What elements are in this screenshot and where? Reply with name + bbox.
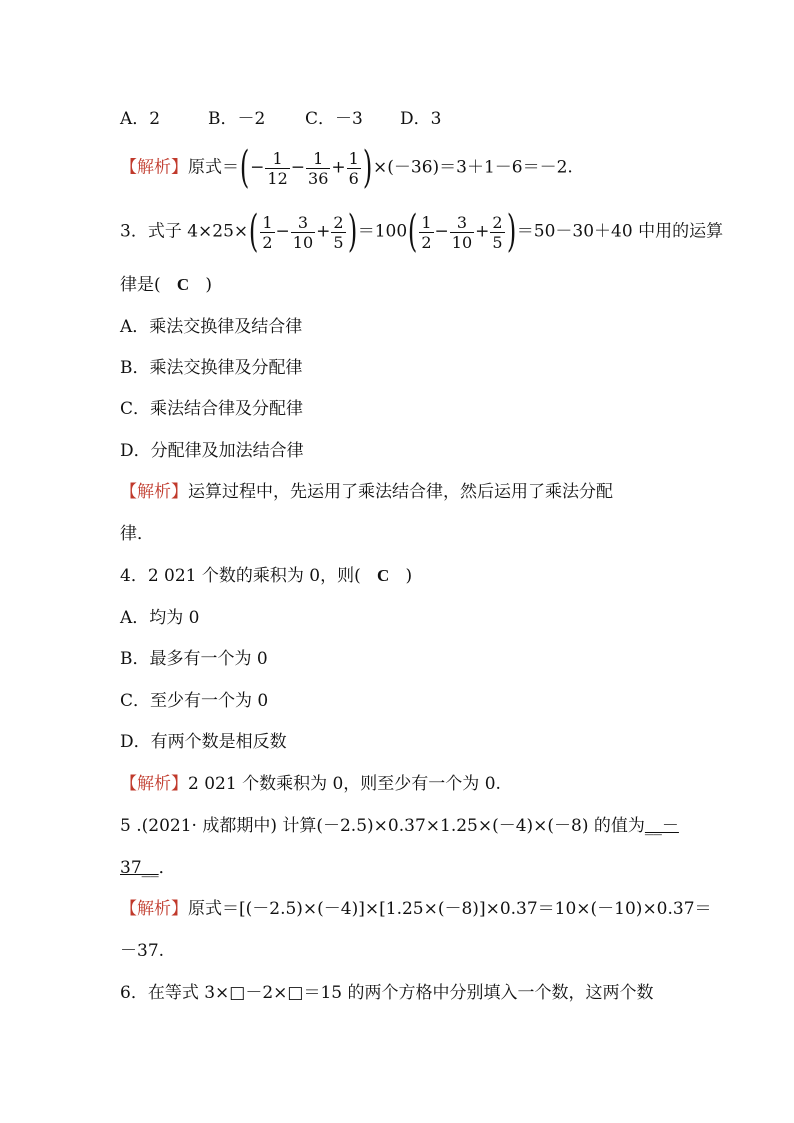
q6-stem: 6．在等式 3×□－2×□＝15 的两个方格中分别填入一个数，这两个数 [120, 983, 654, 1003]
analysis-prefix: 原式＝ [188, 157, 239, 178]
denominator: 12 [267, 168, 288, 188]
q4-analysis [120, 773, 501, 795]
numerator: 1 [262, 212, 273, 232]
q3-analysis-line2: 律． [120, 524, 154, 544]
analysis-tag: 【解析】 [120, 774, 188, 794]
q4-option-b: B．最多有一个为 0 [120, 649, 268, 669]
analysis-text: 2 021 个数乘积为 0，则至少有一个为 0. [188, 774, 501, 794]
equals-100: ＝100 [357, 221, 408, 242]
analysis-text: 原式＝[(－2.5)×(－4)]×[1.25×(－8)]×0.37＝10×(－10)×0.37＝ [188, 899, 712, 919]
q2-analysis [120, 142, 573, 193]
fraction [347, 149, 361, 188]
q2-option-a: A．2 [120, 109, 161, 129]
stem-text: ) [405, 566, 413, 586]
answer-blank: __－ [644, 816, 679, 836]
denominator: 10 [451, 232, 473, 252]
analysis-tag: 【解析】 [120, 157, 188, 178]
analysis-tag: 【解析】 [120, 899, 188, 919]
q3-option-d: D．分配律及加法结合律 [120, 441, 304, 461]
analysis-text: 运算过程中，先运用了乘法结合律，然后运用了乘法分配 [188, 482, 613, 502]
q2-option-d: D．3 [400, 109, 442, 129]
minus-sign: − [290, 157, 306, 178]
q4-option-d: D．有两个数是相反数 [120, 732, 287, 752]
stem-prefix: 3．式子 4×25× [120, 221, 249, 242]
left-paren: ( [239, 142, 250, 193]
minus-sign: − [250, 157, 265, 178]
right-paren: ) [362, 142, 373, 193]
fraction [306, 149, 330, 188]
analysis-tag: 【解析】 [120, 482, 188, 502]
fraction [291, 213, 315, 252]
denominator: 5 [492, 232, 503, 252]
stem-suffix: ＝50－30＋40 中用的运算 [516, 221, 724, 242]
fraction [260, 213, 274, 252]
minus-sign: − [434, 221, 449, 242]
denominator: 10 [292, 232, 314, 252]
q4-stem [120, 565, 412, 587]
answer-blank: 37__ [120, 858, 159, 878]
q3-stem [120, 206, 724, 257]
stem-text: ) [205, 275, 212, 295]
q3-option-b: B．乘法交换律及分配律 [120, 358, 303, 378]
left-paren: ( [408, 206, 418, 257]
q3-option-a: A．乘法交换律及结合律 [120, 317, 303, 337]
q3-analysis [120, 481, 613, 503]
answer: C [176, 275, 190, 294]
numerator: 1 [265, 149, 289, 169]
numerator: 1 [306, 149, 330, 169]
minus-sign: − [275, 221, 290, 242]
numerator: 3 [450, 213, 474, 233]
numerator: 1 [421, 212, 432, 232]
denominator: 2 [421, 232, 432, 252]
numerator: 2 [492, 212, 503, 232]
stem-text: 5 .(2021· 成都期中) 计算(－2.5)×0.37×1.25×(－4)×(－8) 的值为 [120, 816, 645, 836]
plus-sign: + [316, 221, 331, 242]
plus-sign: + [475, 221, 490, 242]
denominator: 2 [262, 232, 273, 252]
q5-stem [120, 815, 679, 837]
numerator: 2 [333, 212, 344, 232]
right-paren: ) [347, 206, 357, 257]
denominator: 6 [348, 168, 359, 188]
fraction [490, 213, 504, 252]
q5-analysis-line2: －37. [120, 941, 165, 961]
q4-option-a: A．均为 0 [120, 608, 200, 628]
q2-options [120, 108, 441, 130]
plus-sign: + [331, 157, 346, 178]
stem-text: 律是( [120, 275, 161, 295]
left-paren: ( [249, 206, 259, 257]
analysis-suffix: ×(－36)＝3＋1－6＝－2. [373, 157, 573, 178]
fraction [265, 149, 289, 188]
numerator: 3 [291, 213, 315, 233]
q5-analysis [120, 898, 712, 920]
stem-text: ． [158, 858, 176, 878]
right-paren: ) [506, 206, 516, 257]
q2-option-b: B．－2 [208, 109, 266, 129]
denominator: 5 [333, 232, 344, 252]
fraction [450, 213, 474, 252]
answer: C [376, 566, 390, 585]
q2-option-c: C．－3 [305, 109, 363, 129]
q5-stem-line2 [120, 857, 176, 879]
q3-option-c: C．乘法结合律及分配律 [120, 399, 304, 419]
denominator: 36 [308, 168, 329, 188]
fraction [419, 213, 433, 252]
fraction [331, 213, 345, 252]
q3-stem-line2 [120, 274, 212, 296]
numerator: 1 [348, 148, 359, 168]
q4-option-c: C．至少有一个为 0 [120, 691, 269, 711]
stem-text: 4．2 021 个数的乘积为 0，则( [120, 566, 361, 586]
